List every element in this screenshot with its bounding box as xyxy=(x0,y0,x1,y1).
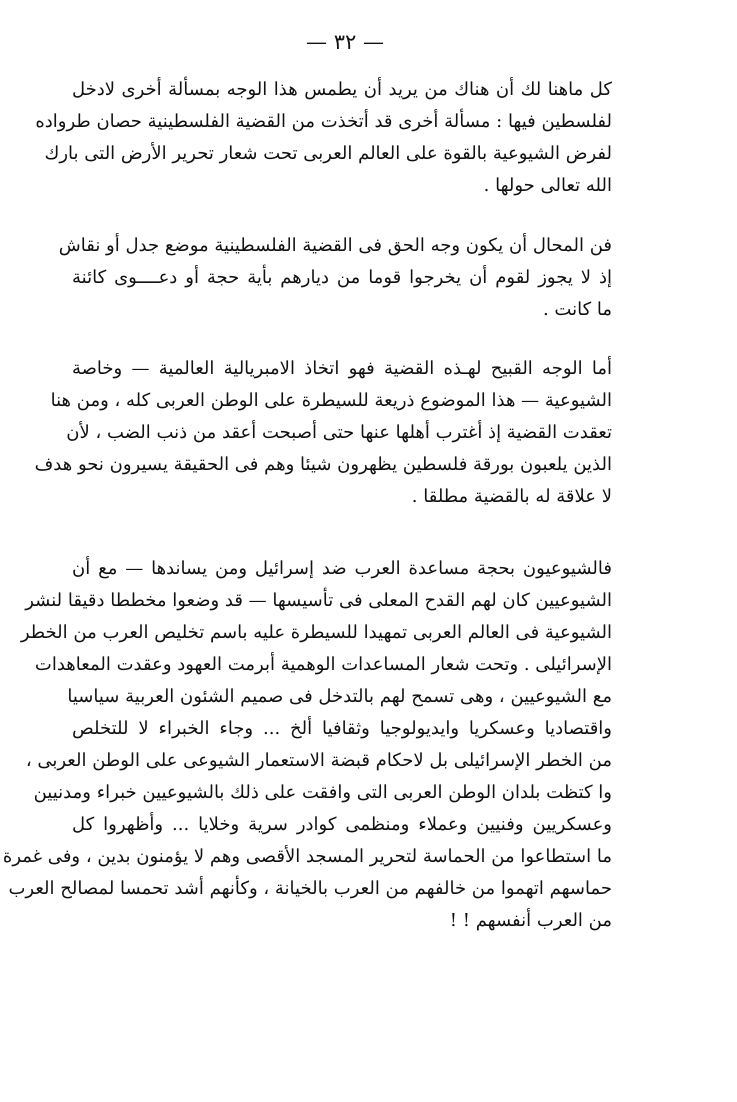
paragraph-line: تعقدت القضية إذ أغترب أهلها عنها حتى أصبحت أعقد من ذنب الضب ، لأن xyxy=(66,422,612,443)
paragraph-line: لا علاقة له بالقضية مطلقا . xyxy=(411,486,612,507)
paragraph-line: الشيوعية فى العالم العربى تمهيدا للسيطرة عليه باسم تخليص العرب من الخطر xyxy=(20,622,612,643)
paragraph-line: الشيوعيين كان لهم القدح المعلى فى تأسيسها — قد وضعوا مخططا دقيقا لنشر xyxy=(25,590,612,611)
paragraph-line: الشيوعية — هذا الموضوع ذريعة للسيطرة على الوطن العربى كله ، ومن هنا xyxy=(50,390,612,411)
paragraph-line: الله تعالى حولها . xyxy=(483,175,612,196)
paragraph-4 xyxy=(2,553,612,937)
paragraph-line: أما الوجه القبيح لهـذه القضية فهو اتخاذ الامبريالية العالمية — وخاصة xyxy=(72,358,612,379)
paragraph-line: كل ماهنا لك أن هناك من يريد أن يطمس هذا الوجه بمسألة أخرى لادخل xyxy=(72,79,612,100)
paragraph-3 xyxy=(34,353,612,513)
paragraph-line: ما استطاعوا من الحماسة لتحرير المسجد الأقصى وهم لا يؤمنون بدين ، وفى غمرة xyxy=(2,846,612,867)
paragraph-line: وا كتظت بلدان الوطن العربى التى وافقت على ذلك بالشيوعيين خبراء ومدنيين xyxy=(33,782,612,803)
paragraph-line: فن المحال أن يكون وجه الحق فى القضية الفلسطينية موضع جدل أو نقاش xyxy=(58,235,612,256)
paragraph-line: الإسرائيلى . وتحت شعار المساعدات الوهمية أبرمت العهود وعقدت المعاهدات xyxy=(34,654,612,675)
paragraph-line: ما كانت . xyxy=(542,299,612,320)
paragraph-line: لفلسطين فيها : مسألة أخرى قد أتخذت من القضية الفلسطينية حصان طرواده xyxy=(35,111,612,132)
paragraph-line: لفرض الشيوعية بالقوة على العالم العربى تحت شعار تحرير الأرض التى بارك xyxy=(44,143,612,164)
paragraph-line: من العرب أنفسهم ! ! xyxy=(449,910,612,931)
paragraph-line: وعسكريين وفنيين وعملاء ومنظمى كوادر سرية وخلايا ... وأظهروا كل xyxy=(72,814,612,835)
paragraph-line: مع الشيوعيين ، وهى تسمح لهم بالتدخل فى صميم الشئون العربية سياسيا xyxy=(67,686,612,707)
paragraph-1 xyxy=(35,74,612,202)
paragraph-line: إذ لا يجوز لقوم أن يخرجوا قوما من ديارهم بأية حجة أو دعــــوى كائنة xyxy=(72,267,612,288)
paragraph-line: فالشيوعيون بحجة مساعدة العرب ضد إسرائيل ومن يساندها — مع أن xyxy=(72,558,612,579)
paragraph-line: حماسهم اتهموا من خالفهم من العرب بالخيانة ، وكأنهم أشد تحمسا لمصالح العرب xyxy=(8,878,612,899)
paragraph-2 xyxy=(58,230,612,326)
paragraph-line: من الخطر الإسرائيلى بل لاحكام قبضة الاستعمار الشيوعى على الوطن العربى ، xyxy=(25,750,612,771)
page-number: — ٣٢ — xyxy=(306,30,384,54)
paragraph-line: الذين يلعبون بورقة فلسطين يظهرون شيئا وهم فى الحقيقة يسيرون نحو هدف xyxy=(34,454,612,475)
paragraph-line: واقتصاديا وعسكريا وايديولوجيا وثقافيا ألخ ... وجاء الخبراء لا للتخلص xyxy=(72,718,612,739)
